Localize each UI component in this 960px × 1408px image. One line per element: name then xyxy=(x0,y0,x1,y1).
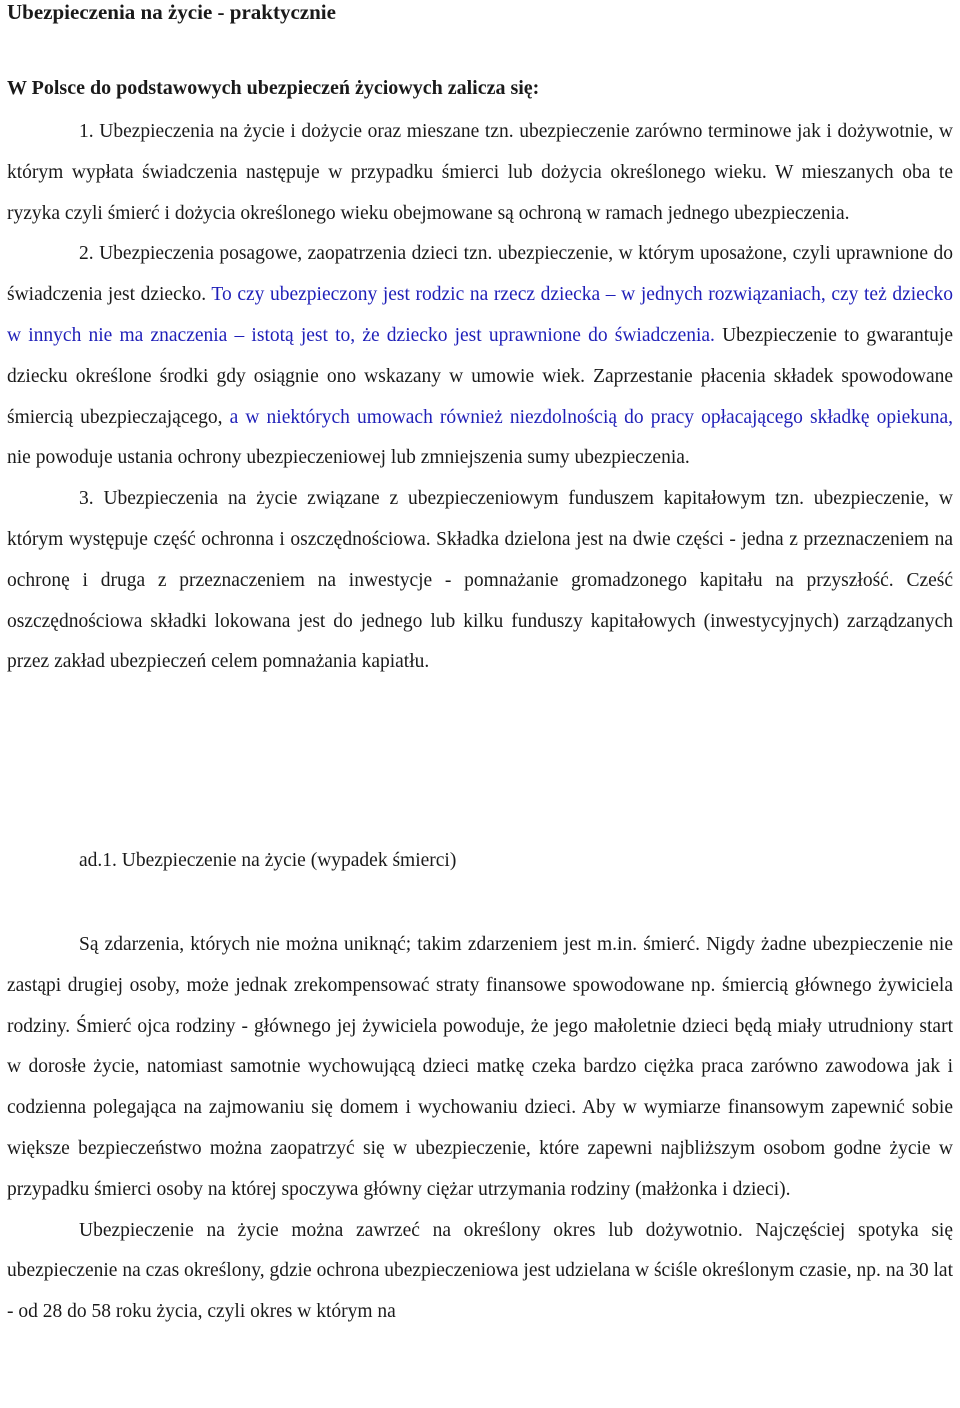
item2-highlight-d: a w niektórych umowach również niezdolnością do pracy opłacającego składkę opiekuna, xyxy=(222,406,954,428)
document-title: Ubezpieczenia na życie - praktycznie xyxy=(7,0,336,24)
subheading: ad.1. Ubezpieczenie na życie (wypadek śmierci) xyxy=(79,850,457,871)
item2-highlight-b: To czy ubezpieczony jest rodzic na rzecz dziecka – w jednych rozwiązaniach, czy też dziecko w innych nie ma znaczenia – istotą jest to, że dziecko jest uprawnione do świadczenia. xyxy=(7,284,953,346)
item2-text-c: Ubezpieczenie to gwarantuje dziecku określone środki gdy osiągnie ono wskazany w umowie wiek. Zaprzestanie płacenia składek spowodowane śmiercią ubezpieczającego, xyxy=(7,324,953,428)
list-item-2 xyxy=(7,234,953,479)
item2-text-a: 2. Ubezpieczenia posagowe, zaopatrzenia dzieci tzn. ubezpieczenie, w którym uposażone, czyli uprawnione do świadczenia jest dziecko. xyxy=(7,243,953,306)
section-heading: W Polsce do podstawowych ubezpieczeń życiowych zalicza się: xyxy=(7,77,540,99)
list-item-3: 3. Ubezpieczenia na życie związane z ubezpieczeniowym funduszem kapitałowym tzn. ubezpieczenie, w którym występuje część ochronna i oszczędnościowa. Składka dzielona jest na dwie części - jedna z przeznaczeniem na ochronę i druga z przeznaczeniem na inwestycje - pomnażanie gromadzonego kapitału na przyszłość. Cześć oszczędnościowa składki lokowana jest do jednego lub kilku funduszy kapitałowych (inwestycyjnych) zarządzanych przez zakład ubezpieczeń celem pomnażania kapiatłu. xyxy=(7,488,953,673)
list-body xyxy=(7,112,953,683)
article-body xyxy=(7,925,953,1333)
list-item-1: 1. Ubezpieczenia na życie i dożycie oraz mieszane tzn. ubezpieczenie zarówno terminowe jak i dożywotnie, w którym wypłata świadczenia następuje w przypadku śmierci lub dożycia określonego wieku. W mieszanych oba te ryzyka czyli śmierć i dożycia określonego wieku obejmowane są ochroną w ramach jednego ubezpieczenia. xyxy=(7,121,953,224)
item2-text-e: nie powoduje ustania ochrony ubezpieczeniowej lub zmniejszenia sumy ubezpieczenia. xyxy=(7,447,690,469)
paragraph-2: Ubezpieczenie na życie można zawrzeć na określony okres lub dożywotnio. Najczęściej spotyka się ubezpieczenie na czas określony, gdzie ochrona ubezpieczeniowa jest udzielana w ściśle określonym czasie, np. na 30 lat - od 28 do 58 roku życia, czyli okres w którym na xyxy=(7,1219,953,1323)
paragraph-1: Są zdarzenia, których nie można uniknąć; takim zdarzeniem jest m.in. śmierć. Nigdy żadne ubezpieczenie nie zastąpi drugiej osoby, może jednak zrekompensować straty finansowe spowodowane np. śmiercią głównego żywiciela rodziny. Śmierć ojca rodziny - głównego jej żywiciela powoduje, że jego małoletnie dzieci będą miały utrudniony start w dorosłe życie, natomiast samotnie wychowującą dzieci matkę czeka bardzo ciężka praca zarówno zawodowa jak i codzienna polegająca na zajmowaniu się domem i wychowaniu dzieci. Aby w wymiarze finansowym zapewnić sobie większe bezpieczeństwo można zaopatrzyć się w ubezpieczenie, które zapewni najbliższym osobom godne życie w przypadku śmierci osoby na której spoczywa główny ciężar utrzymania rodziny (małżonka i dzieci). xyxy=(7,934,953,1200)
